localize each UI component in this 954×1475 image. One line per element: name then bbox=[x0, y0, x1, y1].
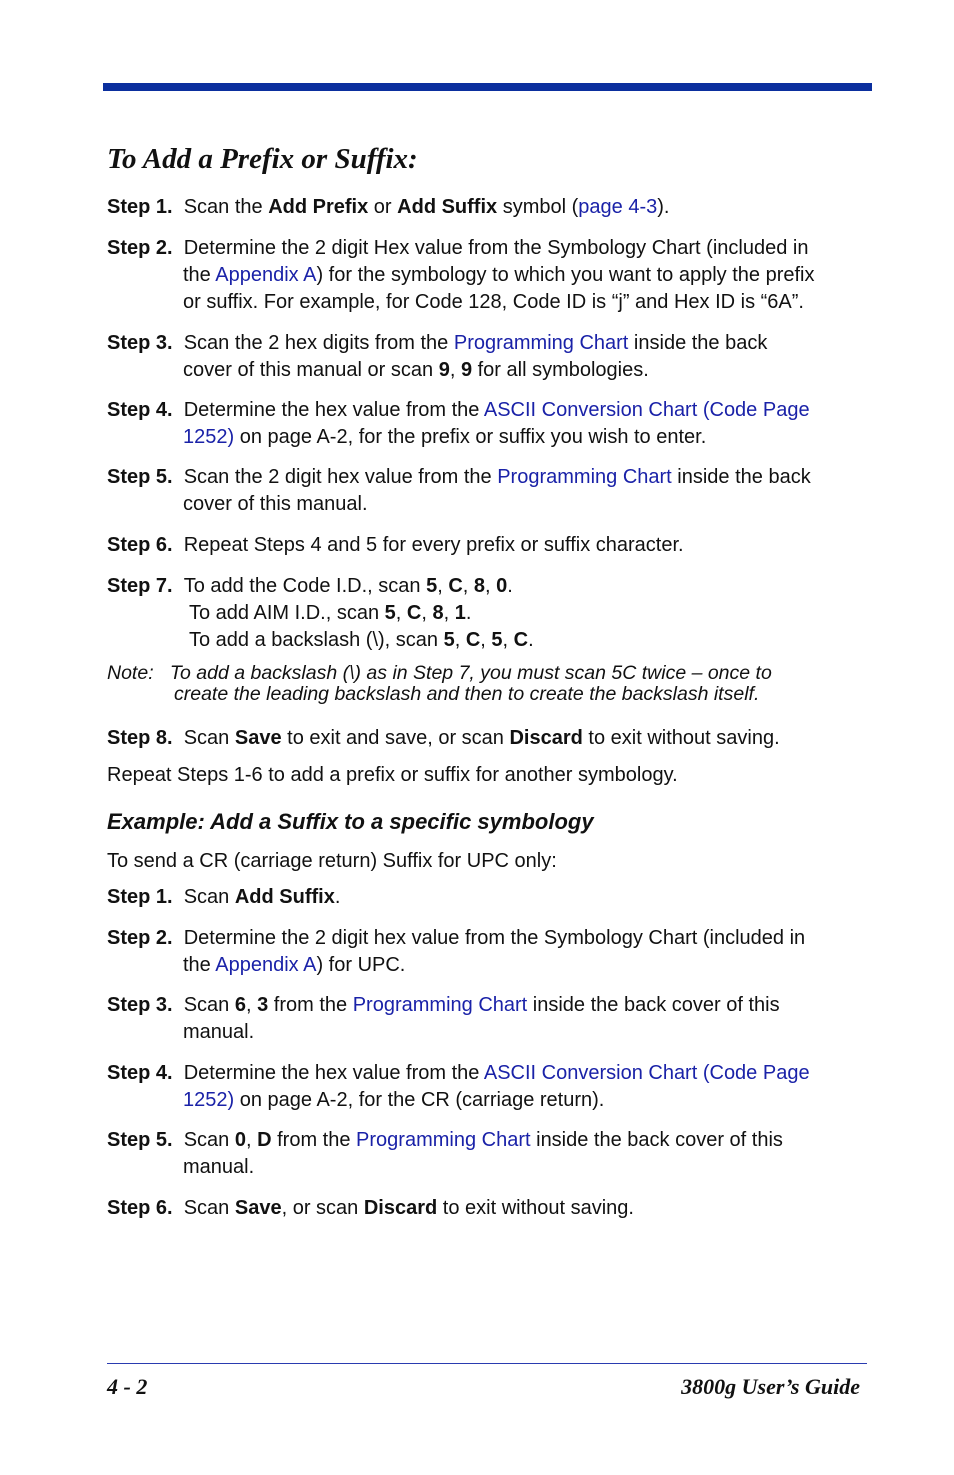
scan-value: D bbox=[257, 1129, 272, 1151]
programming-chart-link[interactable]: Programming Chart bbox=[356, 1129, 531, 1151]
step-label: Step 7. bbox=[107, 575, 173, 597]
save-term: Save bbox=[234, 1197, 282, 1219]
step-label: Step 4. bbox=[107, 399, 173, 421]
add-suffix-term: Add Suffix bbox=[234, 886, 335, 908]
step-2 bbox=[107, 235, 867, 316]
step-text: from the bbox=[268, 994, 353, 1016]
step-label: Step 8. bbox=[107, 727, 173, 749]
separator: , bbox=[245, 1129, 258, 1151]
step-label: Step 5. bbox=[107, 466, 173, 488]
programming-chart-link[interactable]: Programming Chart bbox=[453, 332, 629, 354]
example-step-5 bbox=[107, 1127, 867, 1181]
scan-value: C bbox=[513, 629, 529, 651]
step-text: inside the back bbox=[628, 332, 768, 354]
step-text: Scan bbox=[183, 994, 235, 1016]
step-text: inside the back bbox=[671, 466, 811, 488]
step-text: ) for the symbology to which you want to apply the prefix bbox=[316, 264, 815, 286]
step-text: for all symbologies. bbox=[472, 359, 649, 381]
save-term: Save bbox=[234, 727, 282, 749]
step-8 bbox=[107, 725, 867, 752]
page-title: To Add a Prefix or Suffix: bbox=[107, 143, 418, 175]
add-prefix-term: Add Prefix bbox=[268, 196, 369, 218]
step-text: manual. bbox=[183, 1021, 255, 1043]
scan-value: 1 bbox=[454, 602, 466, 624]
step-text: to exit and save, or scan bbox=[281, 727, 510, 749]
example-step-4 bbox=[107, 1060, 867, 1114]
step-label: Step 1. bbox=[107, 886, 173, 908]
appendix-a-link[interactable]: Appendix A bbox=[215, 954, 317, 976]
note-text: To add a backslash (\) as in Step 7, you must scan 5C twice – once to bbox=[169, 662, 772, 684]
step-label: Step 3. bbox=[107, 994, 173, 1016]
step-text: To add AIM I.D., scan bbox=[189, 602, 385, 624]
example-step-6 bbox=[107, 1195, 867, 1222]
programming-chart-link[interactable]: Programming Chart bbox=[352, 994, 528, 1016]
scan-value: C bbox=[406, 602, 422, 624]
step-text: Scan bbox=[183, 1197, 235, 1219]
example-heading: Example: Add a Suffix to a specific symbology bbox=[107, 809, 594, 834]
step-text: Repeat Steps 4 and 5 for every prefix or suffix character. bbox=[183, 534, 684, 556]
step-text: Scan bbox=[183, 886, 235, 908]
scan-value: 5 bbox=[384, 602, 396, 624]
header-rule bbox=[103, 83, 872, 91]
ascii-chart-link[interactable]: ASCII Conversion Chart (Code Page bbox=[483, 1062, 810, 1084]
step-text: inside the back cover of this bbox=[530, 1129, 783, 1151]
step-6 bbox=[107, 532, 867, 559]
step-label: Step 4. bbox=[107, 1062, 173, 1084]
scan-value: 9 bbox=[438, 359, 450, 381]
step-label: Step 6. bbox=[107, 534, 173, 556]
scan-value: 8 bbox=[473, 575, 486, 597]
step-text: to exit without saving. bbox=[582, 727, 780, 749]
note-label: Note: bbox=[107, 662, 154, 684]
step-label: Step 5. bbox=[107, 1129, 173, 1151]
step-1 bbox=[107, 194, 867, 221]
step-text: on page A-2, for the CR (carriage return). bbox=[234, 1089, 605, 1111]
scan-value: 5 bbox=[426, 575, 438, 597]
step-label: Step 1. bbox=[107, 196, 173, 218]
ascii-chart-link-cont[interactable]: 1252) bbox=[183, 426, 235, 448]
step-text: from the bbox=[271, 1129, 357, 1151]
step-text: symbol ( bbox=[497, 196, 579, 218]
separator: , bbox=[449, 359, 461, 381]
step-label: Step 3. bbox=[107, 332, 173, 354]
step-label: Step 2. bbox=[107, 927, 173, 949]
example-step-3 bbox=[107, 992, 867, 1046]
step-text: Determine the 2 digit hex value from the Symbology Chart (included in bbox=[183, 927, 806, 949]
step-text: To add a backslash (\), scan bbox=[189, 629, 444, 651]
example-step-1 bbox=[107, 884, 867, 911]
appendix-a-link[interactable]: Appendix A bbox=[215, 264, 317, 286]
discard-term: Discard bbox=[509, 727, 583, 749]
step-text: Scan the 2 hex digits from the bbox=[183, 332, 454, 354]
step-label: Step 2. bbox=[107, 237, 173, 259]
step-text: on page A-2, for the prefix or suffix you wish to enter. bbox=[234, 426, 707, 448]
step-label: Step 6. bbox=[107, 1197, 173, 1219]
repeat-text: Repeat Steps 1-6 to add a prefix or suffix for another symbology. bbox=[107, 764, 678, 786]
add-suffix-term: Add Suffix bbox=[397, 196, 498, 218]
scan-value: C bbox=[448, 575, 463, 597]
example-intro: To send a CR (carriage return) Suffix for UPC only: bbox=[107, 850, 557, 872]
step-text: Determine the hex value from the bbox=[183, 399, 484, 421]
step-text: to exit without saving. bbox=[437, 1197, 634, 1219]
step-text: inside the back cover of this bbox=[527, 994, 780, 1016]
note bbox=[107, 663, 867, 705]
step-text: . bbox=[334, 886, 341, 908]
scan-value: C bbox=[465, 629, 481, 651]
scan-value: 5 bbox=[443, 629, 455, 651]
scan-value: 6 bbox=[234, 994, 246, 1016]
step-text: ) for UPC. bbox=[316, 954, 406, 976]
step-text: Scan bbox=[183, 1129, 235, 1151]
step-text: the bbox=[183, 264, 216, 286]
note-text: create the leading backslash and then to create the backslash itself. bbox=[174, 683, 760, 705]
scan-value: 0 bbox=[496, 575, 508, 597]
step-text: To add the Code I.D., scan bbox=[183, 575, 427, 597]
step-text: Scan the bbox=[183, 196, 269, 218]
guide-title: 3800g User’s Guide bbox=[681, 1374, 860, 1399]
step-7: Step 7. To add the Code I.D., scan 5, C, 8, 0. To add AIM I.D., scan 5, C, 8, 1. To add a backslash (\), scan 5, C, 5, C. bbox=[107, 575, 534, 651]
scan-value: 8 bbox=[432, 602, 444, 624]
step-text: or bbox=[368, 196, 398, 218]
ascii-chart-link[interactable]: ASCII Conversion Chart (Code Page bbox=[483, 399, 810, 421]
step-text: Scan the 2 digit hex value from the bbox=[183, 466, 498, 488]
step-3 bbox=[107, 330, 867, 384]
scan-value: 0 bbox=[234, 1129, 246, 1151]
step-5 bbox=[107, 464, 867, 518]
ascii-chart-link-cont[interactable]: 1252) bbox=[183, 1089, 235, 1111]
step-text: or suffix. For example, for Code 128, Code ID is “j” and Hex ID is “6A”. bbox=[183, 291, 804, 313]
step-text: the bbox=[183, 954, 216, 976]
scan-value: 9 bbox=[460, 359, 473, 381]
step-text: Determine the 2 digit Hex value from the Symbology Chart (included in bbox=[183, 237, 809, 259]
programming-chart-link[interactable]: Programming Chart bbox=[497, 466, 672, 488]
step-text: Determine the hex value from the bbox=[183, 1062, 484, 1084]
step-text: ). bbox=[657, 196, 670, 218]
separator: , bbox=[245, 994, 258, 1016]
example-step-2 bbox=[107, 925, 867, 979]
step-text: Scan bbox=[183, 727, 235, 749]
step-text: cover of this manual or scan bbox=[183, 359, 439, 381]
step-text: manual. bbox=[183, 1156, 255, 1178]
step-text: , or scan bbox=[281, 1197, 364, 1219]
step-4 bbox=[107, 397, 867, 451]
page-4-3-link[interactable]: page 4-3 bbox=[578, 196, 658, 218]
page-number: 4 - 2 bbox=[107, 1374, 148, 1399]
scan-value: 5 bbox=[491, 629, 503, 651]
footer-rule bbox=[107, 1363, 867, 1364]
discard-term: Discard bbox=[363, 1197, 438, 1219]
scan-value: 3 bbox=[257, 994, 269, 1016]
step-text: cover of this manual. bbox=[183, 493, 368, 515]
